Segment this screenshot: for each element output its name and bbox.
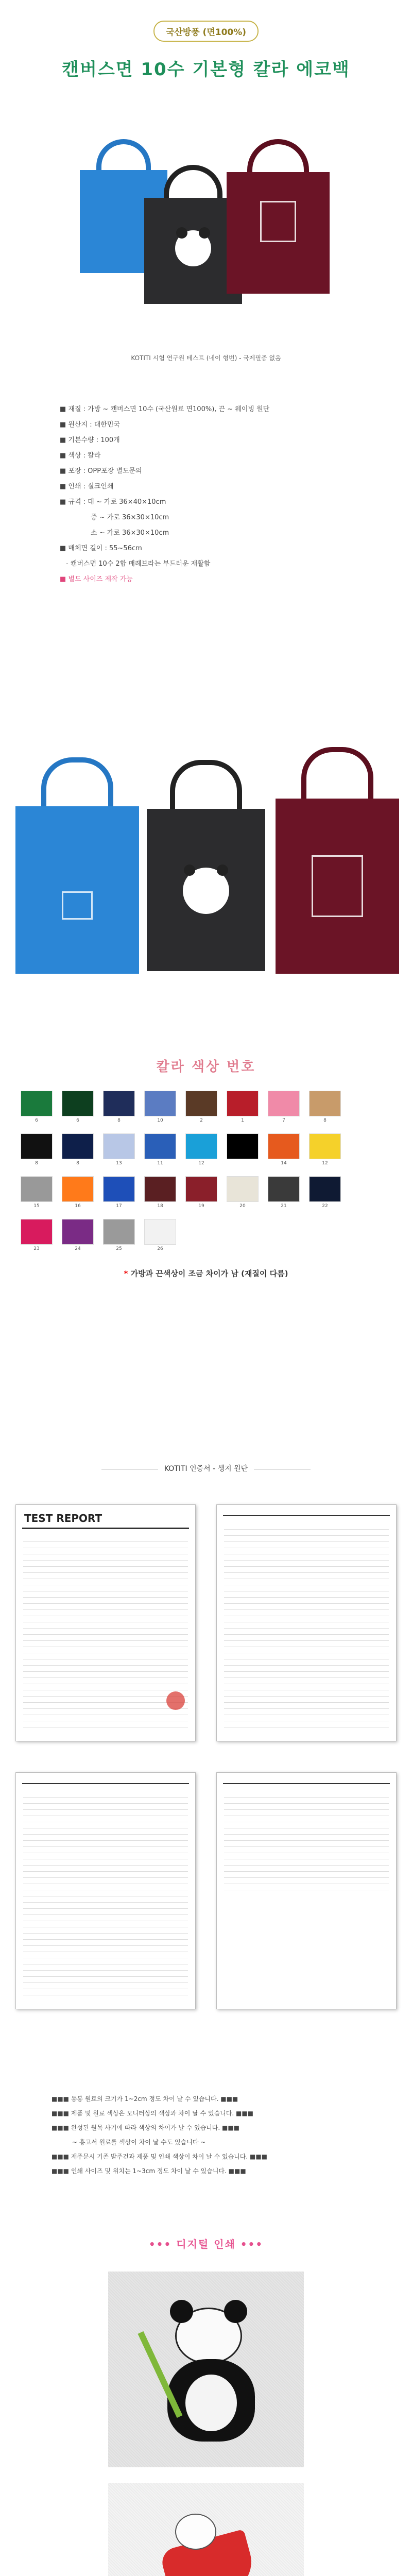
color-swatch	[62, 1133, 94, 1167]
swatch-label: 15	[33, 1204, 40, 1209]
swatch-label: 8	[35, 1161, 38, 1166]
swatch-label: 8	[323, 1118, 327, 1123]
spec-item: - 캔버스면 10수 2합 매례브라는 부드러운 재활함	[66, 560, 211, 568]
color-swatch	[309, 1133, 341, 1167]
color-row	[21, 1176, 391, 1210]
notice-item: ■■■ 동봉 원료의 크기가 1~2cm 정도 차이 날 수 있습니다. ■■■	[52, 2095, 238, 2103]
spec-item: ■ 기본수량 : 100개	[60, 436, 120, 444]
color-swatch	[185, 1176, 217, 1210]
swatch-color	[103, 1091, 135, 1116]
swatch-color	[21, 1091, 53, 1116]
report-rows	[224, 1791, 389, 1895]
divider	[223, 1783, 390, 1784]
swatch-color	[103, 1176, 135, 1202]
digital-print-section	[0, 2205, 412, 2576]
color-swatch	[309, 1176, 341, 1210]
hero-bags-image	[0, 103, 412, 381]
swatch-label: 7	[282, 1118, 285, 1123]
color-swatch	[103, 1219, 135, 1252]
swatch-color	[309, 1133, 341, 1159]
color-swatch	[62, 1091, 94, 1124]
swatch-color	[185, 1176, 217, 1202]
spec-item: 중 ~ 가로 36×30×10cm	[91, 514, 169, 521]
test-report-page-3	[15, 1772, 196, 2009]
stamp-icon	[166, 1691, 185, 1710]
swatch-color	[21, 1133, 53, 1159]
swatch-label: 17	[116, 1204, 122, 1209]
swatch-color	[144, 1133, 176, 1159]
swatch-label: 12	[198, 1161, 204, 1166]
notice-item: ■■■ 완성된 원목 사기에 따라 색상의 차이가 날 수 있습니다. ■■■	[52, 2124, 240, 2131]
color-swatch	[309, 1091, 341, 1124]
color-note	[0, 1268, 412, 1279]
swatch-color	[144, 1176, 176, 1202]
hero-caption: KOTITI 시험 연구원 테스트 (네이 형번) - 국제필증 없음	[131, 354, 281, 362]
notice-item: ■■■ 제품 및 원료 색상은 모니터상의 색상과 차이 날 수 있습니다. ■■■	[52, 2110, 254, 2117]
divider	[223, 1515, 390, 1516]
bags-front-image	[0, 716, 412, 1025]
color-swatch	[227, 1091, 259, 1124]
swatch-label: 11	[157, 1161, 163, 1166]
bag-blue-front	[15, 757, 139, 974]
swatch-color	[309, 1091, 341, 1116]
top-banner	[0, 0, 412, 103]
swatch-label: 22	[322, 1204, 328, 1209]
swatch-label: 12	[322, 1161, 328, 1166]
swatch-label: 14	[281, 1161, 287, 1166]
report-rows	[23, 1791, 188, 1998]
color-swatch	[103, 1091, 135, 1124]
color-swatch	[103, 1133, 135, 1167]
color-swatch	[62, 1176, 94, 1210]
swatch-label: 19	[198, 1204, 204, 1209]
swatch-color	[185, 1091, 217, 1116]
swatch-color	[21, 1219, 53, 1245]
swatch-color	[268, 1091, 300, 1116]
swatch-color	[268, 1133, 300, 1159]
panda-ear-icon	[224, 2300, 247, 2323]
bag-burgundy-front	[276, 747, 399, 974]
color-swatch-grid	[21, 1091, 391, 1252]
swatch-label: 26	[157, 1246, 163, 1251]
kotiti-section	[0, 1463, 412, 2195]
swatch-label: 18	[157, 1204, 163, 1209]
spec-item: ■ 원산지 : 대한민국	[60, 421, 120, 429]
swatch-color	[185, 1133, 217, 1159]
color-swatch	[268, 1176, 300, 1210]
color-row	[21, 1219, 391, 1252]
swatch-label: 21	[281, 1204, 287, 1209]
color-swatch	[21, 1219, 53, 1252]
swatch-color	[62, 1219, 94, 1245]
swatch-color	[227, 1176, 259, 1202]
panda-print-photo	[108, 2272, 304, 2467]
swatch-color	[62, 1091, 94, 1116]
swatch-label: 23	[33, 1246, 40, 1251]
swatch-color	[227, 1133, 259, 1159]
note-star: *	[124, 1269, 128, 1278]
swatch-label	[227, 1161, 259, 1167]
swatch-label: 2	[200, 1118, 203, 1123]
swatch-label: 10	[157, 1118, 163, 1123]
cat-print-photo	[108, 2483, 304, 2576]
swatch-color	[62, 1133, 94, 1159]
kotiti-title-text: KOTITI 인증서 - 생지 원단	[164, 1465, 248, 1473]
swatch-color	[103, 1219, 135, 1245]
note-text: 가방과 끈색상이 조금 차이가 남 (재질이 다름)	[130, 1269, 288, 1278]
spec-item: ■ 규격 : 대 ~ 가로 36×40×10cm	[60, 498, 166, 506]
swatch-label: 8	[76, 1161, 79, 1166]
color-swatch	[227, 1176, 259, 1210]
swatch-label: 6	[76, 1118, 79, 1123]
swatch-label: 16	[75, 1204, 81, 1209]
color-swatch	[227, 1133, 259, 1167]
swatch-color	[227, 1091, 259, 1116]
swatch-color	[144, 1219, 176, 1245]
report-label: TEST REPORT	[24, 1512, 102, 1524]
swatch-label: 13	[116, 1161, 122, 1166]
castle-print-icon	[260, 201, 296, 242]
divider	[22, 1528, 189, 1529]
color-swatch	[144, 1091, 176, 1124]
swatch-color	[21, 1176, 53, 1202]
spec-list	[0, 381, 412, 680]
color-swatch	[268, 1133, 300, 1167]
color-swatch	[62, 1219, 94, 1252]
kotiti-title	[0, 1463, 412, 1473]
cat-head-icon	[175, 2514, 216, 2550]
color-swatch	[185, 1091, 217, 1124]
spec-item: ■ 색상 : 칼라	[60, 452, 101, 460]
digital-title-text: 디지털 인쇄	[176, 2238, 236, 2250]
spec-item: ■ 재질 : 가방 ~ 캔버스면 10수 (국산원료 면100%), 끈 ~ 웨이빙 원단	[60, 405, 270, 413]
swatch-color	[268, 1176, 300, 1202]
color-chart-section	[0, 1025, 412, 1463]
notice-item: ■■■ 인쇄 사이즈 및 위치는 1~3cm 정도 차이 날 수 있습니다. ■■■	[52, 2167, 246, 2175]
swatch-color	[144, 1091, 176, 1116]
bag-black-front	[147, 760, 265, 971]
color-row	[21, 1091, 391, 1124]
color-swatch	[185, 1133, 217, 1167]
color-swatch	[21, 1176, 53, 1210]
color-swatch	[21, 1133, 53, 1167]
spec-item: ■ 매체면 길이 : 55~56cm	[60, 545, 142, 552]
certificate-documents	[0, 1504, 412, 2174]
color-swatch	[21, 1091, 53, 1124]
castle-print-icon	[62, 891, 93, 920]
test-report-page-1	[15, 1504, 196, 1741]
swatch-label: 8	[117, 1118, 121, 1123]
panda-ear-icon	[170, 2300, 193, 2323]
notice-item: ■■■ 재주문시 기존 발주건과 제품 및 인쇄 색상이 차이 날 수 있습니다. ■■■	[52, 2153, 268, 2160]
origin-badge: 국산방풍 (면100%)	[153, 21, 259, 42]
panda-print-icon	[175, 230, 211, 266]
bag-burgundy	[227, 139, 330, 294]
swatch-color	[309, 1176, 341, 1202]
swatch-label: 1	[241, 1118, 244, 1123]
color-swatch	[144, 1176, 176, 1210]
color-swatch	[103, 1176, 135, 1210]
swatch-label: 20	[239, 1204, 246, 1209]
swatch-color	[62, 1176, 94, 1202]
spec-item: 소 ~ 가로 36×30×10cm	[91, 529, 169, 537]
spec-item: ■ 인쇄 : 실크인쇄	[60, 483, 114, 490]
test-report-page-2	[216, 1504, 397, 1741]
color-swatch	[268, 1091, 300, 1124]
report-rows	[23, 1536, 188, 1731]
swatch-color	[103, 1133, 135, 1159]
digital-print-title: ••• 디지털 인쇄 •••	[148, 2238, 264, 2250]
notice-item: ~ 흥고서 원료를 색상이 차이 날 수도 있습니다 ~	[72, 2139, 206, 2146]
color-row	[21, 1133, 391, 1167]
castle-print-icon	[312, 855, 363, 917]
swatch-label: 25	[116, 1246, 122, 1251]
panda-belly-icon	[185, 2375, 237, 2431]
page-title: 캔버스면 10수 기본형 칼라 에코백	[62, 59, 350, 80]
report-rows	[224, 1523, 389, 1731]
panda-print-icon	[183, 868, 229, 914]
color-chart-title: 칼라 색상 번호	[156, 1059, 256, 1075]
spec-item: ■ 포장 : OPP포장 별도문의	[60, 467, 142, 475]
divider	[22, 1783, 189, 1784]
swatch-label: 24	[75, 1246, 81, 1251]
color-swatch	[144, 1219, 176, 1252]
swatch-label: 6	[35, 1118, 38, 1123]
spec-item-custom-size: ■ 별도 사이즈 제작 가능	[60, 575, 133, 583]
color-swatch	[144, 1133, 176, 1167]
test-report-page-4	[216, 1772, 397, 2009]
